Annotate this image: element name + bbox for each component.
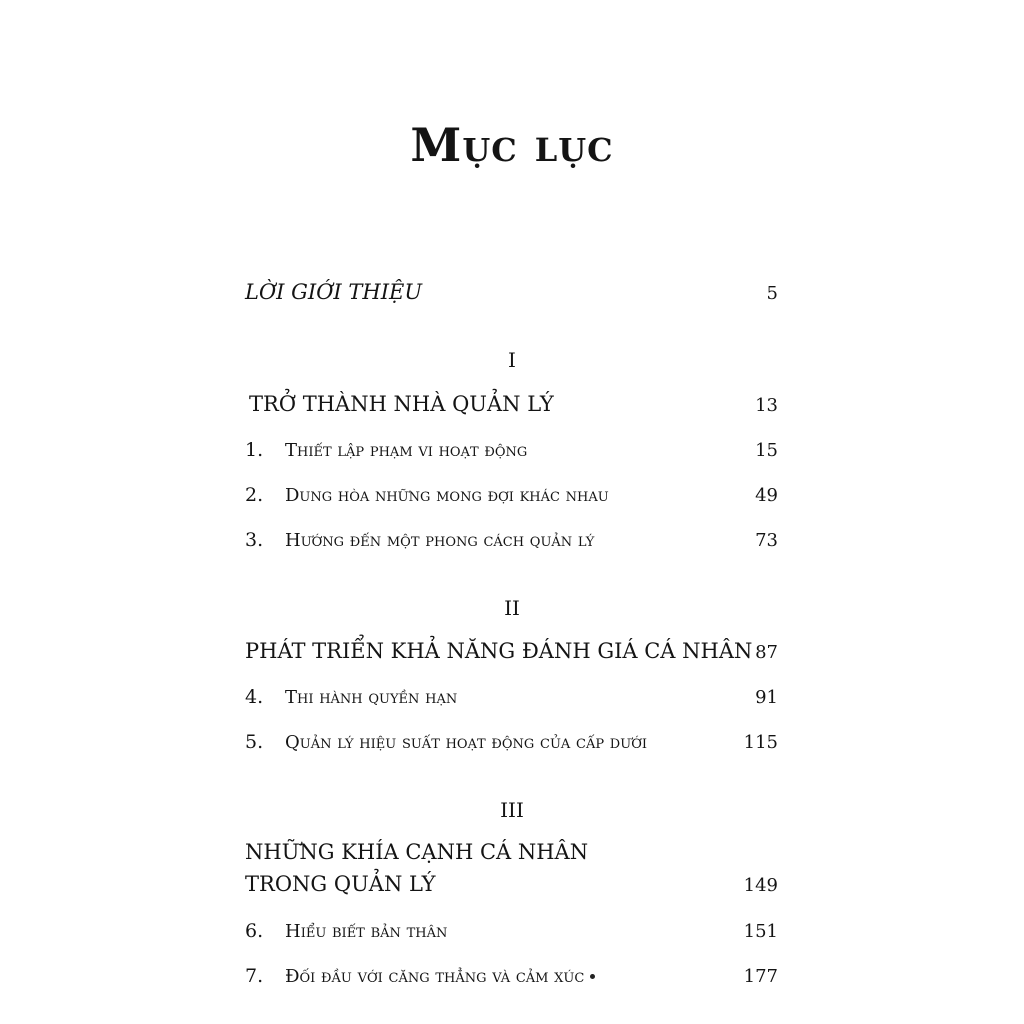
toc-page-number: 91 <box>755 687 778 708</box>
toc-part-heading[interactable] <box>245 868 778 902</box>
toc-part-heading[interactable] <box>245 388 778 422</box>
toc-part-heading[interactable] <box>245 635 778 669</box>
toc-chapter-entry[interactable] <box>245 478 778 512</box>
chapter-title: Dung hòa những mong đợi khác nhau <box>285 485 609 506</box>
toc-page-number: 149 <box>743 875 778 896</box>
toc-entry-intro[interactable] <box>245 276 778 310</box>
chapter-number: 2. <box>245 484 264 506</box>
chapter-title: Thi hành quyền hạn <box>285 687 458 708</box>
stray-dot-mark <box>590 974 595 979</box>
toc-part-title: TRỞ THÀNH NHÀ QUẢN LÝ <box>249 392 554 416</box>
toc-page-number: 15 <box>755 440 778 461</box>
toc-part-title: PHÁT TRIỂN KHẢ NĂNG ĐÁNH GIÁ CÁ NHÂN <box>245 639 753 663</box>
toc-chapter-entry[interactable] <box>245 433 778 467</box>
chapter-number: 3. <box>245 529 264 551</box>
part-numeral: III <box>500 798 524 822</box>
toc-part-title-line1: NHỮNG KHÍA CẠNH CÁ NHÂN <box>245 840 589 864</box>
toc-chapter-entry[interactable] <box>245 523 778 557</box>
toc-entry-title: LỜI GIỚI THIỆU <box>245 280 423 304</box>
toc-page-number: 73 <box>755 530 778 551</box>
toc-page-number: 49 <box>755 485 778 506</box>
chapter-title: Hiểu biết bản thân <box>285 921 448 942</box>
toc-page-number: 177 <box>743 966 778 987</box>
toc-page-number: 87 <box>755 642 778 663</box>
toc-page-number: 13 <box>755 395 778 416</box>
toc-chapter-entry[interactable] <box>245 680 778 714</box>
toc-page-number: 5 <box>766 283 778 304</box>
toc-chapter-entry[interactable] <box>245 959 778 993</box>
chapter-title: Quản lý hiệu suất hoạt động của cấp dưới <box>285 732 647 753</box>
chapter-title: Đối đầu với căng thẳng và cảm xúc <box>285 966 585 987</box>
toc-part-title: TRONG QUẢN LÝ <box>245 872 436 896</box>
chapter-number: 4. <box>245 686 264 708</box>
toc-page-number: 151 <box>743 921 778 942</box>
chapter-number: 5. <box>245 731 264 753</box>
chapter-title: Thiết lập phạm vi hoạt động <box>285 440 528 461</box>
part-numeral: I <box>508 348 516 372</box>
chapter-number: 7. <box>245 965 264 987</box>
chapter-title: Hướng đến một phong cách quản lý <box>285 530 595 551</box>
chapter-number: 1. <box>245 439 264 461</box>
toc-chapter-entry[interactable] <box>245 914 778 948</box>
toc-page-number: 115 <box>743 732 778 753</box>
part-numeral: II <box>504 596 520 620</box>
chapter-number: 6. <box>245 920 264 942</box>
toc-chapter-entry[interactable] <box>245 725 778 759</box>
page-title: Mục lục <box>410 118 614 172</box>
